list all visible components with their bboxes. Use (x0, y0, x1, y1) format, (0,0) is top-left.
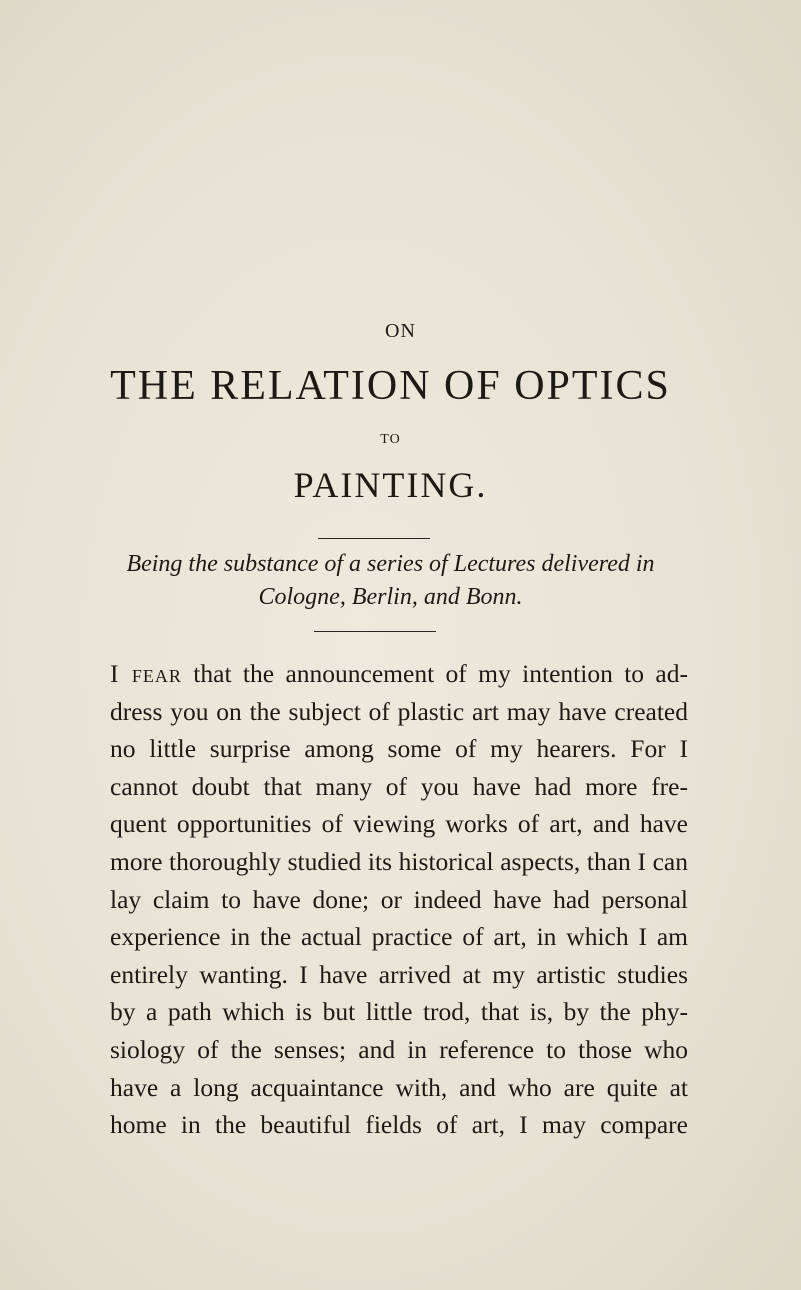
body-line: cannot doubt that many of you have had more fre- (110, 771, 688, 801)
lead-word: I fear (110, 659, 182, 688)
divider-bottom (314, 631, 436, 632)
body-line: have a long acquaintance with, and who are quite at (110, 1072, 688, 1102)
body-line: home in the beautiful fields of art, I may compare (110, 1110, 688, 1140)
subtitle-line-1: Being the substance of a series of Lectures delivered in (126, 551, 655, 577)
body-line: quent opportunities of viewing works of art, and have (110, 809, 688, 839)
body-line: experience in the actual practice of art, in which I am (110, 922, 688, 952)
body-line: more thoroughly studied its historical aspects, than I can (110, 846, 688, 876)
body-line: dress you on the subject of plastic art may have created (110, 696, 688, 726)
body-line: by a path which is but little trod, that is, by the phy- (110, 997, 688, 1027)
page-title: THE RELATION OF OPTICS (110, 363, 671, 409)
heading-subject: PAINTING. (293, 465, 488, 505)
heading-on: ON (385, 320, 416, 342)
subtitle (0, 548, 781, 614)
body-line: lay claim to have done; or indeed have had personal (110, 884, 688, 914)
body-line: siology of the senses; and in reference to those who (110, 1034, 688, 1064)
subtitle-line-2: Cologne, Berlin, and Bonn. (258, 584, 523, 610)
body-paragraph (110, 655, 688, 1144)
heading-to: TO (380, 432, 401, 447)
body-line: no little surprise among some of my hearers. For I (110, 734, 688, 764)
body-line: I fear that the announcement of my intention to ad- (110, 659, 688, 688)
body-line: entirely wanting. I have arrived at my artistic studies (110, 959, 688, 989)
divider-top (318, 538, 430, 539)
